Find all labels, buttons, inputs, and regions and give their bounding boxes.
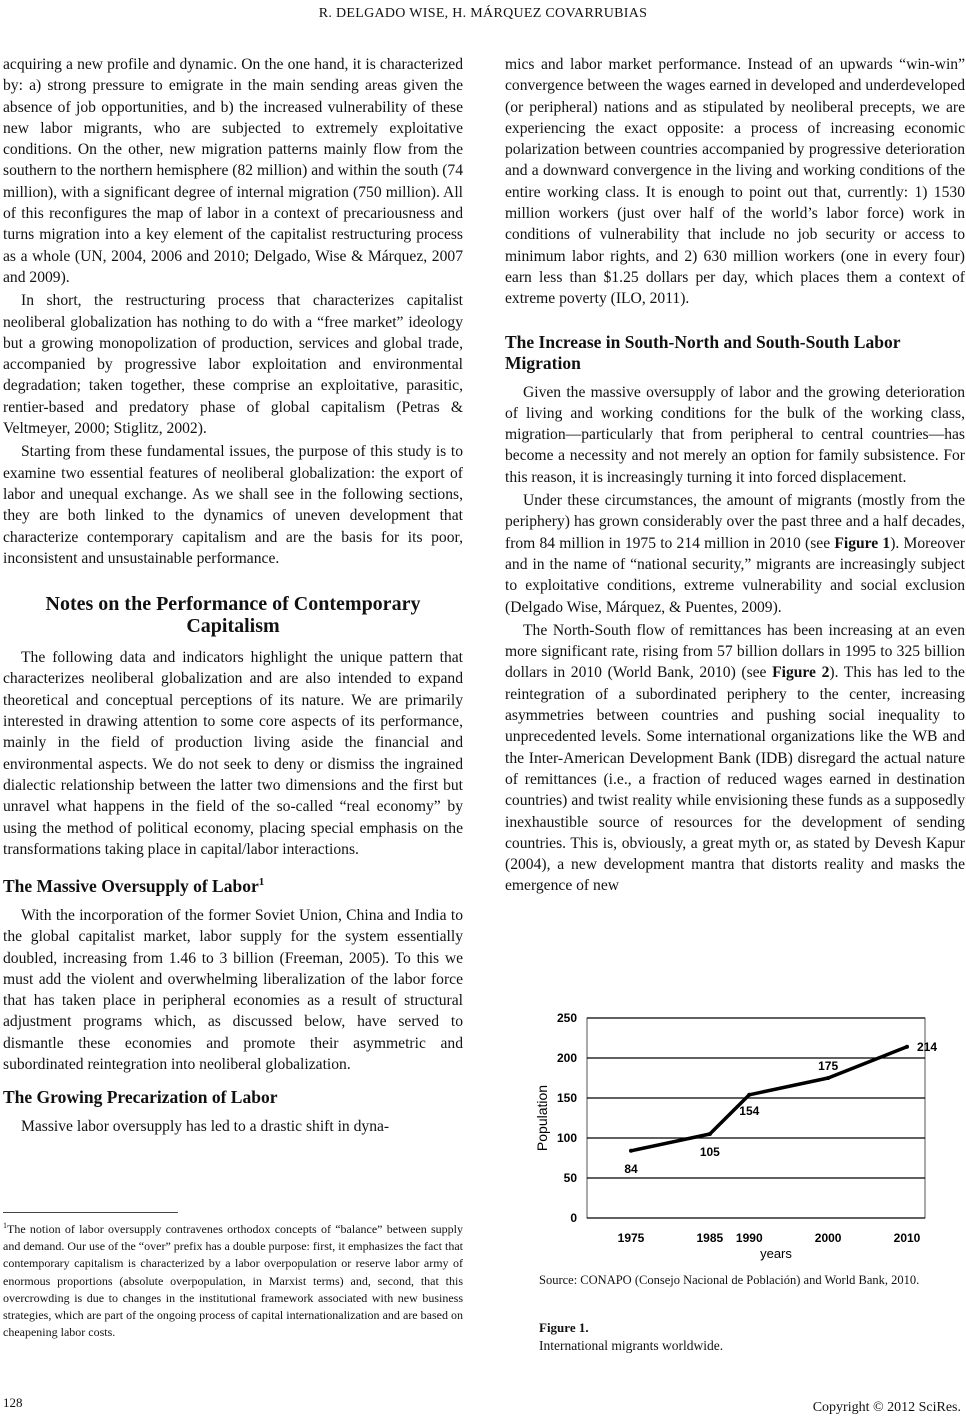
plot-area [587, 1018, 925, 1218]
body-paragraph: With the incorporation of the former Soviet Union, China and India to the global capitalist market, labor supply for the system essentially doubled, increasing from 1.46 to 3 billion (Freeman, 2005). To this we must add the violent and overwhelming liberalization of the labor force that has taken place in peripheral economies as a result of structural adjustment programs which, as discussed below, have served to dismantle these economies and promote their asymmetric and subordinated reintegration into neoliberal globalization. [3, 906, 463, 1073]
x-axis-title: years [760, 1246, 792, 1261]
data-point [708, 1132, 712, 1136]
body-paragraph [505, 490, 965, 618]
body-paragraph: Starting from these fundamental issues, the purpose of this study is to examine two essential features of neoliberal globalization: the export of labor and unequal exchange. As we shall see in the following sections, they are both linked to the dynamics of uneven development that characterize contemporary capitalism and are the basis for its poor, inconsistent and unsustainable performance. [3, 443, 463, 567]
data-point [905, 1045, 909, 1049]
x-tick-label: 2010 [893, 1231, 921, 1245]
subsection-heading: The Growing Precarization of Labor [3, 1087, 278, 1108]
y-tick-label: 150 [556, 1091, 577, 1105]
subsection-heading [3, 872, 463, 897]
series-line [631, 1047, 907, 1151]
left-column [3, 54, 463, 1138]
subsection-heading: The Increase in South-North and South-South Labor Migration [505, 331, 901, 373]
y-tick-label: 100 [556, 1131, 577, 1145]
x-tick-label: 1975 [617, 1231, 645, 1245]
page-number: 128 [3, 1395, 23, 1410]
y-axis-title: Population [534, 1084, 550, 1152]
figure-caption: International migrants worldwide. [539, 1338, 724, 1353]
footnote-marker: 1 [3, 1221, 7, 1230]
y-tick-label: 250 [556, 1011, 577, 1025]
migrants-line-chart [505, 1000, 965, 1270]
figure-label: Figure 1. [539, 1320, 589, 1335]
data-point [629, 1149, 633, 1153]
body-paragraph: mics and labor market performance. Instead of an upwards “win-win” convergence between the wages earned in developed and underdeveloped (or peripheral) nations and as stipulated by neoliberal precepts, we are experiencing the exact opposite: a process of increasing economic polarization between countries accompanied by progressive deterioration and a downward convergence in the living and working conditions of the entire working class. It is enough to point out that, currently: 1) 1530 million workers (just over half of the world’s labor force) work in conditions of vulnerability that include no job security or access to minimum labor rights, and 2) 630 million workers (one in every four) earn less than $1.25 dollars per day, which places them a context of extreme poverty (ILO, 2011). [505, 56, 965, 308]
data-label: 154 [739, 1103, 760, 1118]
section-heading: Notes on the Performance of Contemporary Capitalism [45, 593, 421, 638]
body-paragraph: In short, the restructuring process that characterizes capitalist neoliberal globalization has nothing to do with a “free market” ideology but a growing monopolization of production, services and global trade, accompanied by progressive labor exploitation and environmental degradation; taken together, these comprise an exploitative, parasitic, rentier-based and predatory phase of global capitalism (Petras & Veltmeyer, 2000; Stiglitz, 2002). [3, 292, 463, 438]
subsection-heading-text: The Massive Oversupply of Labor [3, 875, 259, 896]
x-tick-label: 2000 [814, 1231, 842, 1245]
body-paragraph: The following data and indicators highlight the unique pattern that characterizes neoliberal globalization and are also intended to expand theoretical and conceptual perceptions of its nature. We are primarily interested in drawing attention to some core aspects of its performance, mainly in the field of production living aside the financial and environmental aspects. We do not seek to deny or dismiss the ingrained dialectic relationship between the latter two dimensions and the first but unravel what happens in the field of the so-called “real economy” by using the method of political economy, placing special emphasis on the transformations taking place in capital/labor interactions. [3, 649, 463, 858]
body-paragraph: acquiring a new profile and dynamic. On the one hand, it is characterized by: a) strong pressure to emigrate in the main sending areas given the absence of job opportunities, and b) the increased vulnerability of these new labor migrants, who are subjected to extremely exploitative conditions. On the other, new migration patterns mainly flow from the southern to the northern hemisphere (82 million) and within the south (74 million), with a significant degree of internal migration (750 million). All of this reconfigures the map of labor in a context of precariousness and turns migration into a key element of the capitalist restructuring process as a whole (UN, 2004, 2006 and 2010; Delgado, Wise & Márquez, 2007 and 2009). [3, 56, 463, 286]
body-paragraph: Massive labor oversupply has led to a drastic shift in dyna- [21, 1118, 390, 1136]
figure-1 [505, 1000, 965, 1380]
y-tick-label: 200 [556, 1051, 577, 1065]
data-point [826, 1076, 830, 1080]
data-label: 214 [916, 1039, 938, 1054]
text-run: ). This has led to the reintegration of a subordinated periphery to the center, increasing asymmetries between countries and pushing social inequality to unprecedented levels. Some international organizations like the WB and the Inter-American Development Bank (IDB) disregard the actual nature of remittances (i.e., a fraction of reduced wages earned in destination countries) and twist reality while envisioning these funds as a supposedly inexhaustible source of resources for the development of sending countries. This is, obviously, a great myth or, as stated by Devesh Kapur (2004), a new development mantra that distorts reality and masks the emergence of new [505, 664, 965, 895]
text-run: ). Moreover and in the name of “national security,” migrants are increasingly subject to exploitative conditions, extreme vulnerability and social exclusion (Delgado Wise, Márquez, & Puentes, 2009). [505, 534, 965, 616]
figure-reference[interactable]: Figure 2 [772, 664, 830, 682]
figure-reference[interactable]: Figure 1 [834, 534, 891, 552]
footnote [3, 1217, 463, 1341]
text-run: The North-South flow of remittances has been increasing at an even more significant rate, rising from 57 billion dollars in 1995 to 325 billion dollars in 2010 (World Bank, 2010) (see [505, 621, 965, 682]
figure-source: Source: CONAPO (Consejo Nacional de Población) and World Bank, 2010. [539, 1273, 920, 1287]
footnote-text: The notion of labor oversupply contravenes orthodox concepts of “balance” between supply and demand. Our use of the “over” prefix has a double purpose: first, it emphasizes the fact that contemporary capitalism is characterized by a labor overpopulation or reserve labor army of enormous proportions (absolute overpopulation, in Marxist terms) and, second, that this overcrowding is due to changes in the institutional framework associated with new business strategies, which are part of the ongoing process of capital internationalization and are based on cheapening labor costs. [3, 1222, 463, 1340]
data-label: 105 [699, 1145, 720, 1159]
copyright-notice: Copyright © 2012 SciRes. [812, 1400, 961, 1415]
data-point [747, 1093, 751, 1097]
text-run: Under these circumstances, the amount of migrants (mostly from the periphery) has grown considerably over the past three and a half decades, from 84 million in 1975 to 214 million in 2010 (see [505, 492, 965, 552]
data-label: 175 [818, 1059, 839, 1073]
body-paragraph [505, 620, 965, 897]
running-head: R. DELGADO WISE, H. MÁRQUEZ COVARRUBIAS [318, 6, 648, 21]
y-tick-label: 0 [570, 1211, 577, 1225]
right-column [505, 54, 965, 897]
body-paragraph: Given the massive oversupply of labor and the growing deterioration of living and working conditions for the bulk of the working class, migration—particularly that from peripheral to central countries—has become a necessity and not merely an option for family subsistence. For this reason, it is increasingly turning it into forced displacement. [505, 383, 965, 486]
footnote-divider [3, 1212, 178, 1213]
data-label: 84 [624, 1161, 638, 1176]
y-tick-label: 50 [563, 1171, 577, 1185]
footnote-marker[interactable]: 1 [258, 876, 265, 889]
x-tick-label: 1985 [696, 1231, 724, 1245]
x-tick-label: 1990 [735, 1231, 763, 1245]
